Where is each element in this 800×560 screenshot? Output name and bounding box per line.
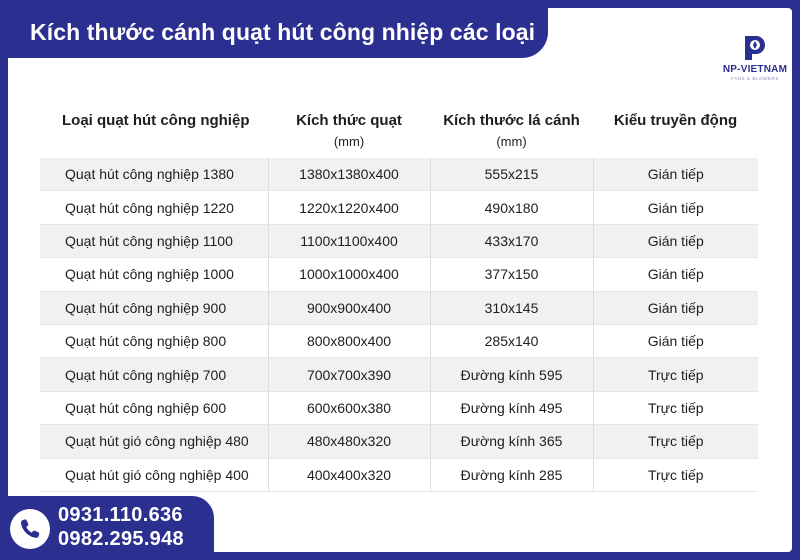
page-title: Kích thước cánh quạt hút công nhiệp các loại [30,19,536,45]
table-row [40,358,758,391]
table-cell: Quạt hút gió công nghiệp 400 [40,458,268,491]
table-cell: Quạt hút công nghiệp 1380 [40,158,268,191]
table-cell: 600x600x380 [268,391,430,424]
table-cell: 285x140 [430,324,593,357]
table-row [40,324,758,357]
table-cell: 800x800x400 [268,324,430,357]
table-cell: Quạt hút gió công nghiệp 480 [40,425,268,458]
logo-tagline: FANS & BLOWERS [730,76,780,81]
table-cell: 1000x1000x400 [268,258,430,291]
phone-icon [18,517,42,541]
column-header: Kiểu truyền động [613,112,738,129]
table-cell: 1220x1220x400 [268,191,430,224]
column-header: Kích thức quạt (mm) [296,112,402,149]
table-row [40,191,758,224]
table-row [40,458,758,491]
np-logo-icon [742,34,768,62]
table-cell: Đường kính 365 [430,425,593,458]
contact-panel [0,496,214,560]
table-cell: Quạt hút công nghiệp 1000 [40,258,268,291]
table-cell: 310x145 [430,291,593,324]
table-header-row [40,104,758,158]
table-row [40,224,758,257]
table-cell: Gián tiếp [593,258,758,291]
table-cell: 377x150 [430,258,593,291]
table-row [40,391,758,424]
table-cell: Trực tiếp [593,458,758,491]
table-cell: 555x215 [430,158,593,191]
table-cell: Gián tiếp [593,191,758,224]
fan-size-table [40,104,758,492]
table-cell: Gián tiếp [593,324,758,357]
table-cell: 900x900x400 [268,291,430,324]
table-row [40,425,758,458]
table-cell: Quạt hút công nghiệp 1220 [40,191,268,224]
table-cell: Đường kính 595 [430,358,593,391]
table-cell: Gián tiếp [593,291,758,324]
phone-number-1[interactable]: 0931.110.636 [58,504,183,526]
table-cell: Trực tiếp [593,391,758,424]
table-cell: Quạt hút công nghiệp 900 [40,291,268,324]
logo-name: NP-VIETNAM [722,64,788,75]
column-header: Kích thước lá cánh (mm) [443,112,580,149]
column-header: Loại quạt hút công nghiệp [62,112,250,129]
table-cell: Quạt hút công nghiệp 1100 [40,224,268,257]
table-cell: Gián tiếp [593,158,758,191]
table-row [40,158,758,191]
table-cell: Đường kính 495 [430,391,593,424]
phone-badge [10,509,50,549]
table-cell: 400x400x320 [268,458,430,491]
table-cell: Gián tiếp [593,224,758,257]
table-row [40,291,758,324]
title-banner [8,8,548,58]
table-cell: 490x180 [430,191,593,224]
table-cell: Quạt hút công nghiệp 600 [40,391,268,424]
table-cell: 433x170 [430,224,593,257]
table-cell: Quạt hút công nghiệp 800 [40,324,268,357]
table-cell: 1100x1100x400 [268,224,430,257]
table-cell: Đường kính 285 [430,458,593,491]
table-cell: Quạt hút công nghiệp 700 [40,358,268,391]
brand-logo [713,34,797,88]
phone-number-2[interactable]: 0982.295.948 [58,528,184,550]
table-cell: Trực tiếp [593,425,758,458]
table-cell: 480x480x320 [268,425,430,458]
table-cell: 700x700x390 [268,358,430,391]
table-row [40,258,758,291]
table-cell: 1380x1380x400 [268,158,430,191]
table-cell: Trực tiếp [593,358,758,391]
